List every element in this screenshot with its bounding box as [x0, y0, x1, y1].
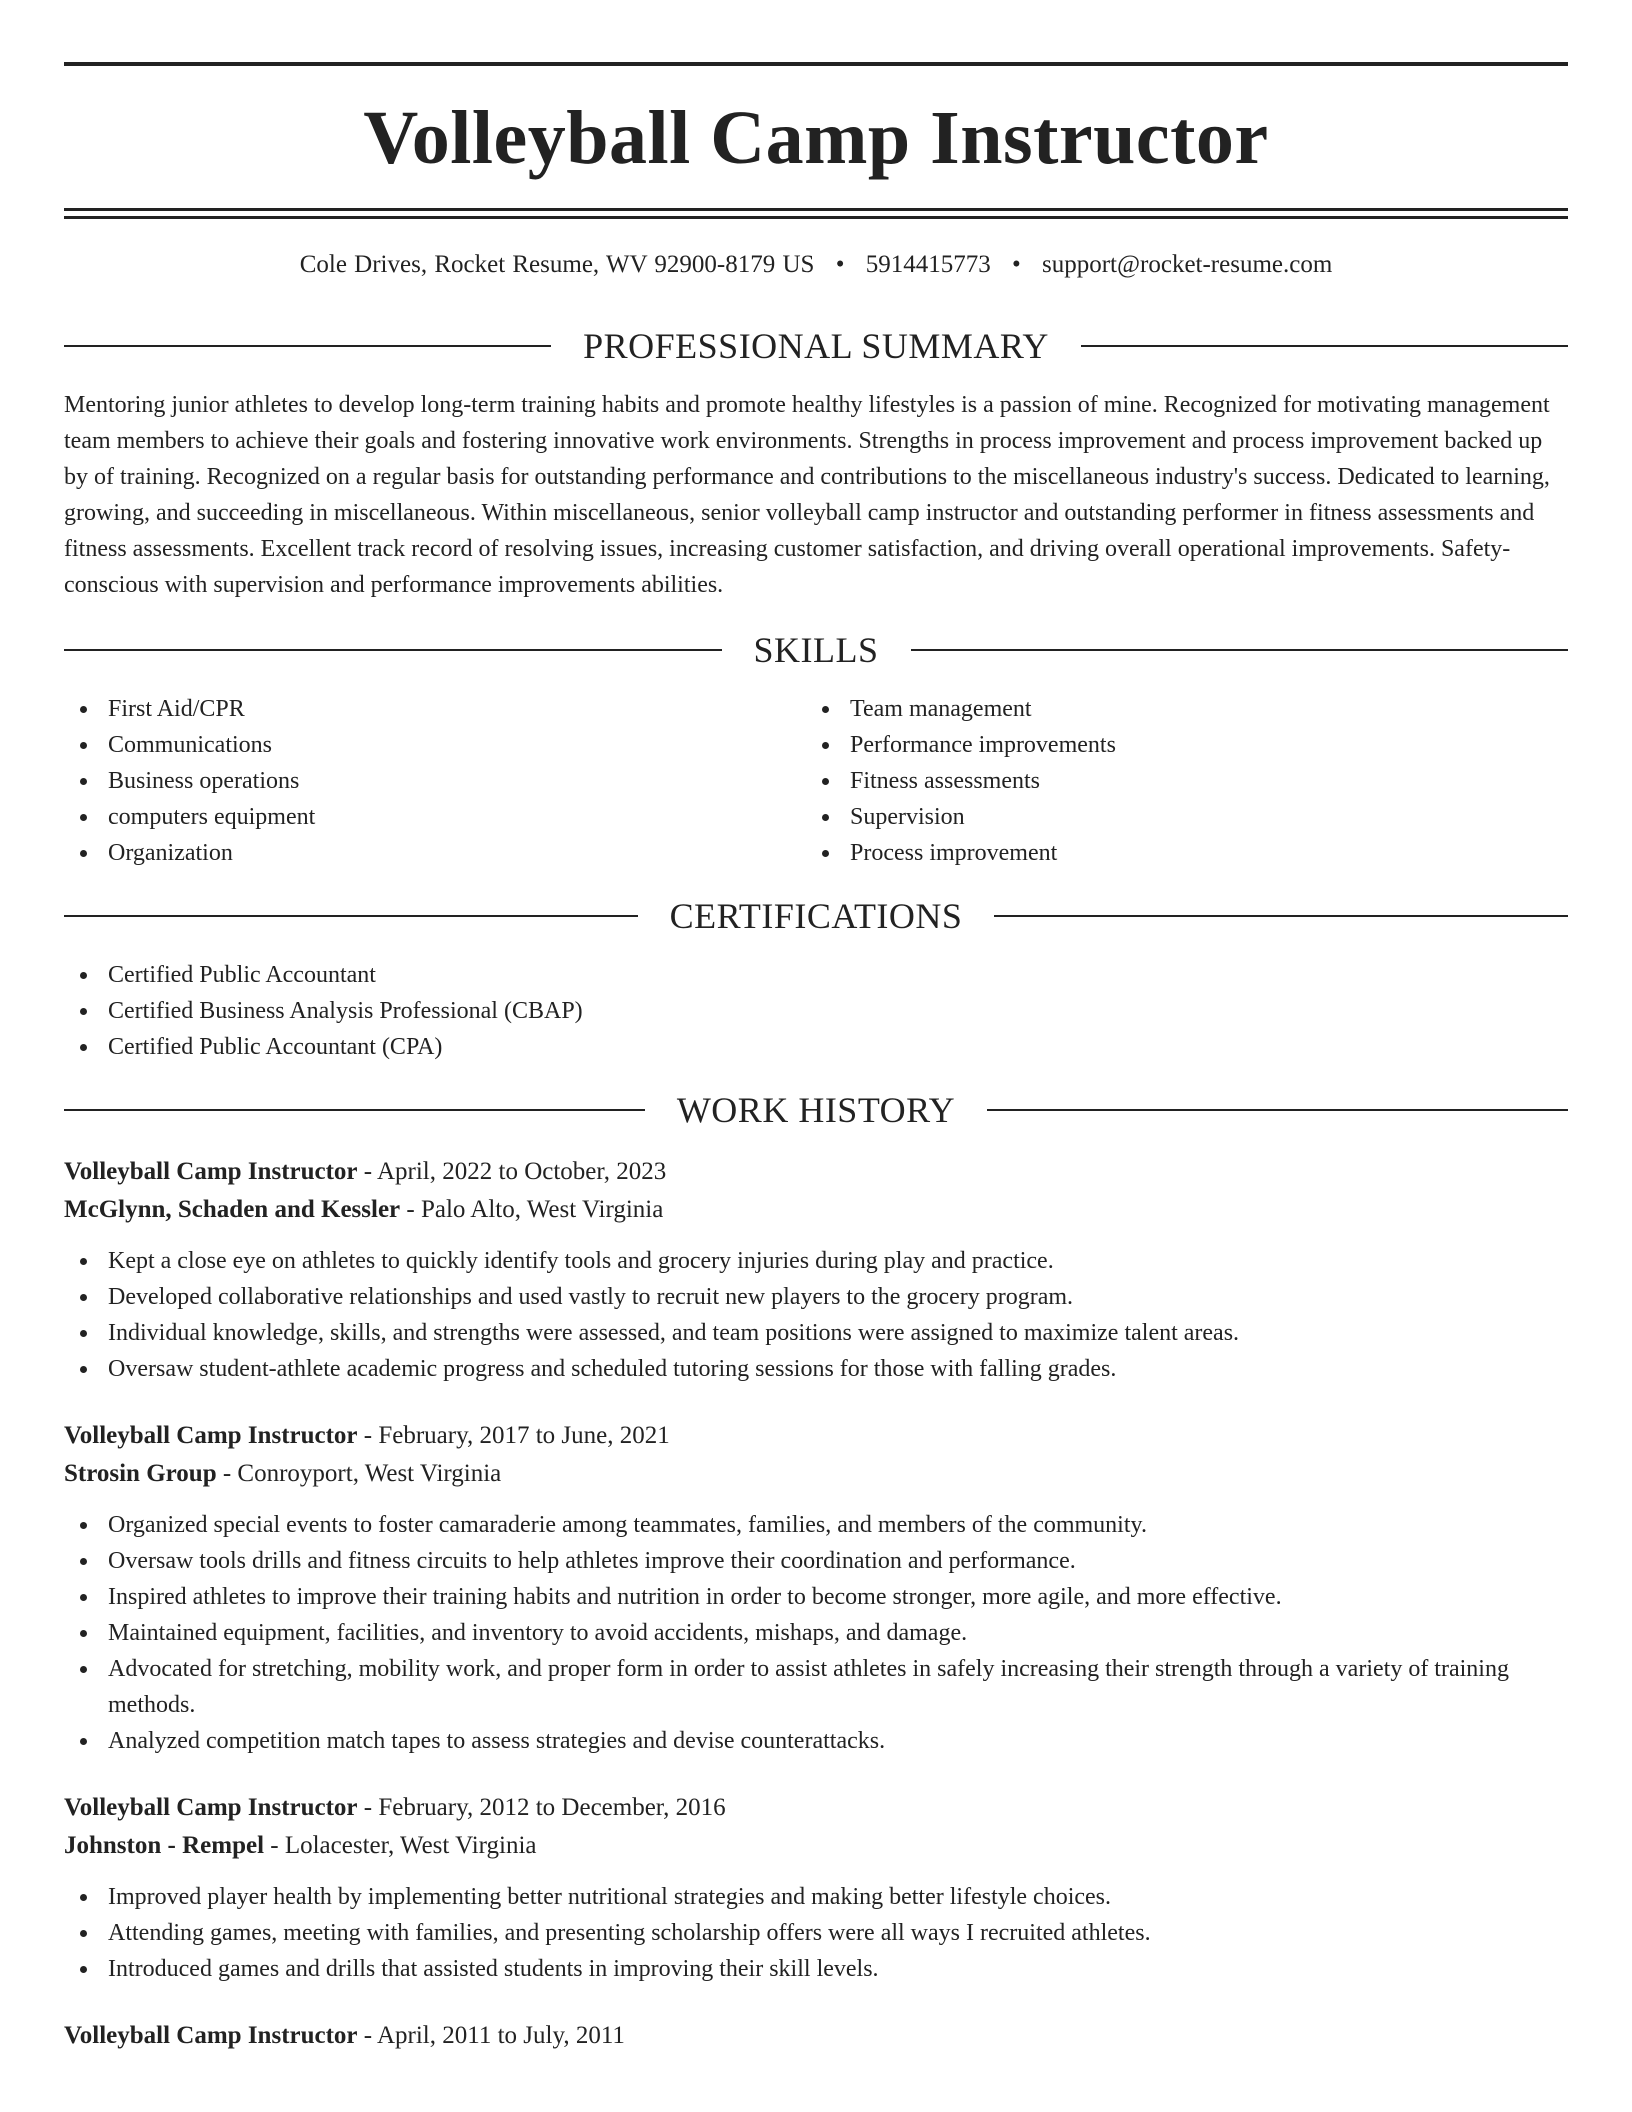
section-title: WORK HISTORY	[676, 1090, 956, 1130]
skills-list-left	[64, 691, 806, 871]
job-bullet: Developed collaborative relationships and used vastly to recruit new players to the grocery program.	[64, 1279, 1568, 1315]
skill-item: Team management	[806, 691, 1548, 727]
section-title: SKILLS	[753, 630, 879, 670]
job-company-line	[64, 1191, 1568, 1229]
skill-item: Organization	[64, 835, 806, 871]
section-rule	[64, 915, 638, 917]
summary-paragraph: Mentoring junior athletes to develop long-term training habits and promote healthy lifestyles is a passion of mine. Recognized for motivating management team members to achieve their goals and fostering innovative work environments. Strengths in process improvement and process improvement backed up by of training. Recognized on a regular basis for outstanding performance and contributions to the miscellaneous industry's success. Dedicated to learning, growing, and succeeding in miscellaneous. Within miscellaneous, senior volleyball camp instructor and outstanding performer in fitness assessments and fitness assessments. Excellent track record of resolving issues, increasing customer satisfaction, and driving overall operational improvements. Safety-conscious with supervision and performance improvements abilities.	[64, 392, 1550, 598]
section-rule	[64, 345, 551, 347]
job-dates: - February, 2012 to December, 2016	[357, 1794, 726, 1821]
job-bullets	[64, 1879, 1568, 1987]
job-bullets	[64, 1507, 1568, 1759]
job-title-line	[64, 1789, 1568, 1827]
skill-item: First Aid/CPR	[64, 691, 806, 727]
job-title: Volleyball Camp Instructor	[64, 1422, 358, 1449]
section-rule	[64, 1109, 645, 1111]
skill-item: Fitness assessments	[806, 763, 1548, 799]
job-company: Johnston - Rempel	[64, 1832, 265, 1859]
job-company-line	[64, 1827, 1568, 1865]
contact-email: support@rocket-resume.com	[1042, 251, 1333, 278]
job-title: Volleyball Camp Instructor	[64, 1794, 358, 1821]
job-bullet: Oversaw tools drills and fitness circuits to help athletes improve their coordination and performance.	[64, 1543, 1568, 1579]
job-title-line	[64, 1417, 1568, 1455]
contact-address: Cole Drives, Rocket Resume, WV 92900-8179 US	[299, 251, 815, 278]
job-bullet: Advocated for stretching, mobility work, and proper form in order to assist athletes in safely increasing their strength through a variety of training methods.	[64, 1651, 1568, 1723]
section-header-work	[64, 1089, 1568, 1131]
job-bullet: Attending games, meeting with families, and presenting scholarship offers were all ways I recruited athletes.	[64, 1915, 1568, 1951]
certification-item: Certified Public Accountant	[64, 957, 1568, 993]
job-title: Volleyball Camp Instructor	[64, 1158, 358, 1185]
resume-page	[64, 0, 1568, 2055]
section-rule	[911, 649, 1569, 651]
job-bullets	[64, 1243, 1568, 1387]
job-bullet: Maintained equipment, facilities, and inventory to avoid accidents, mishaps, and damage.	[64, 1615, 1568, 1651]
job-title-line	[64, 2017, 1568, 2055]
job-entry	[64, 1417, 1568, 1759]
top-rule	[64, 62, 1568, 66]
skill-item: Business operations	[64, 763, 806, 799]
skills-list-right	[806, 691, 1548, 871]
job-bullet: Analyzed competition match tapes to assess strategies and devise counterattacks.	[64, 1723, 1568, 1759]
contact-line	[64, 251, 1568, 279]
section-header-skills	[64, 629, 1568, 671]
job-location: - Conroyport, West Virginia	[216, 1460, 502, 1487]
section-header-summary	[64, 325, 1568, 367]
job-bullet: Oversaw student-athlete academic progress and scheduled tutoring sessions for those with falling grades.	[64, 1351, 1568, 1387]
section-rule	[1081, 345, 1568, 347]
section-rule	[64, 649, 722, 651]
section-rule	[987, 1109, 1568, 1111]
skills-grid	[64, 691, 1568, 871]
job-entry	[64, 2017, 1568, 2055]
job-dates: - April, 2011 to July, 2011	[357, 2022, 625, 2049]
section-rule	[994, 915, 1568, 917]
job-bullet: Improved player health by implementing better nutritional strategies and making better lifestyle choices.	[64, 1879, 1568, 1915]
job-dates: - April, 2022 to October, 2023	[357, 1158, 667, 1185]
job-entry	[64, 1789, 1568, 1987]
resume-name: Volleyball Camp Instructor	[363, 96, 1269, 180]
job-location: - Palo Alto, West Virginia	[400, 1196, 664, 1223]
job-title-line	[64, 1153, 1568, 1191]
job-bullet: Organized special events to foster camaraderie among teammates, families, and members of the community.	[64, 1507, 1568, 1543]
job-bullet: Inspired athletes to improve their training habits and nutrition in order to become stronger, more agile, and more effective.	[64, 1579, 1568, 1615]
job-company: Strosin Group	[64, 1460, 217, 1487]
job-company: McGlynn, Schaden and Kessler	[64, 1196, 401, 1223]
job-bullet: Individual knowledge, skills, and strengths were assessed, and team positions were assigned to maximize talent areas.	[64, 1315, 1568, 1351]
certifications-list	[64, 957, 1568, 1065]
job-dates: - February, 2017 to June, 2021	[357, 1422, 670, 1449]
section-title: PROFESSIONAL SUMMARY	[583, 326, 1049, 366]
job-bullet: Introduced games and drills that assisted students in improving their skill levels.	[64, 1951, 1568, 1987]
section-header-certifications	[64, 895, 1568, 937]
skill-item: Process improvement	[806, 835, 1548, 871]
contact-separator: •	[1011, 251, 1021, 278]
certification-item: Certified Public Accountant (CPA)	[64, 1029, 1568, 1065]
job-title: Volleyball Camp Instructor	[64, 2022, 358, 2049]
job-entry	[64, 1153, 1568, 1387]
skill-item: Performance improvements	[806, 727, 1548, 763]
contact-phone: 5914415773	[865, 251, 991, 278]
skill-item: Communications	[64, 727, 806, 763]
contact-separator: •	[835, 251, 845, 278]
job-location: - Lolacester, West Virginia	[264, 1832, 537, 1859]
skill-item: computers equipment	[64, 799, 806, 835]
job-bullet: Kept a close eye on athletes to quickly identify tools and grocery injuries during play and practice.	[64, 1243, 1568, 1279]
job-company-line	[64, 1455, 1568, 1493]
skill-item: Supervision	[806, 799, 1548, 835]
double-rule	[64, 208, 1568, 211]
certification-item: Certified Business Analysis Professional (CBAP)	[64, 993, 1568, 1029]
section-title: CERTIFICATIONS	[669, 896, 963, 936]
